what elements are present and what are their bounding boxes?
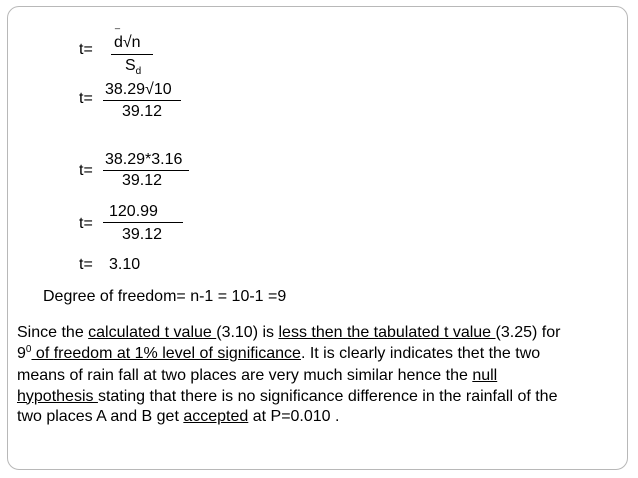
eq4-numerator: 120.99: [109, 203, 158, 220]
eq2-fraction-line: [103, 100, 181, 101]
underlined-term: hypothesis: [17, 387, 98, 405]
text-segment: (3.10) is: [216, 324, 279, 341]
eq5-value: 3.10: [109, 256, 141, 273]
eq2-lhs: t=: [79, 90, 93, 107]
eq1-overbar: _: [115, 19, 121, 29]
eq2-denominator: 39.12: [122, 103, 163, 120]
eq1-fraction-line: [111, 54, 153, 55]
underlined-term: accepted: [183, 408, 249, 425]
eq4-denominator: 39.12: [122, 226, 163, 243]
eq1-lhs: t=: [79, 41, 93, 58]
eq1-denominator: [125, 57, 141, 77]
conclusion-paragraph: [17, 323, 627, 428]
text-segment: means of rain fall at two places are very much similar hence the: [17, 367, 473, 384]
eq1-denominator-main: S: [125, 57, 136, 74]
eq1-denominator-sub: d: [135, 66, 142, 77]
eq3-numerator: 38.29*3.16: [105, 151, 183, 168]
eq4-lhs: t=: [79, 215, 93, 232]
conclusion-line-3: [17, 366, 627, 387]
underlined-term: null: [472, 367, 498, 384]
text-segment: (3.25) for: [495, 324, 561, 341]
underlined-term: of: [31, 344, 54, 362]
underlined-term: freedom at 1% level of significance: [53, 344, 301, 362]
eq5-lhs: t=: [79, 256, 93, 273]
text-segment: two places A and B get: [17, 408, 184, 425]
text-segment: Since the: [17, 324, 89, 341]
eq3-lhs: t=: [79, 162, 93, 179]
eq3-denominator: 39.12: [122, 172, 163, 189]
eq1-numerator: d√n: [114, 34, 141, 51]
eq4-fraction-line: [103, 222, 183, 223]
eq2-numerator: 38.29√10: [105, 81, 172, 98]
text-segment: at P=0.010 .: [248, 408, 340, 425]
underlined-term: less then the tabulated t value: [278, 324, 496, 341]
degree-of-freedom: Degree of freedom= n-1 = 10-1 =9: [43, 288, 287, 305]
underlined-term: calculated t value: [88, 324, 217, 341]
conclusion-line-1: [17, 323, 627, 344]
text-segment: stating that there is no significance difference in the rainfall of the: [97, 387, 558, 405]
text-segment: 9: [17, 344, 26, 362]
eq3-fraction-line: [103, 170, 189, 171]
conclusion-line-4: [17, 387, 627, 408]
text-segment: . It is clearly indicates thet the two: [300, 344, 541, 362]
superscript: 0: [25, 343, 32, 355]
conclusion-line-5: [17, 407, 627, 428]
conclusion-line-2: [17, 344, 627, 367]
